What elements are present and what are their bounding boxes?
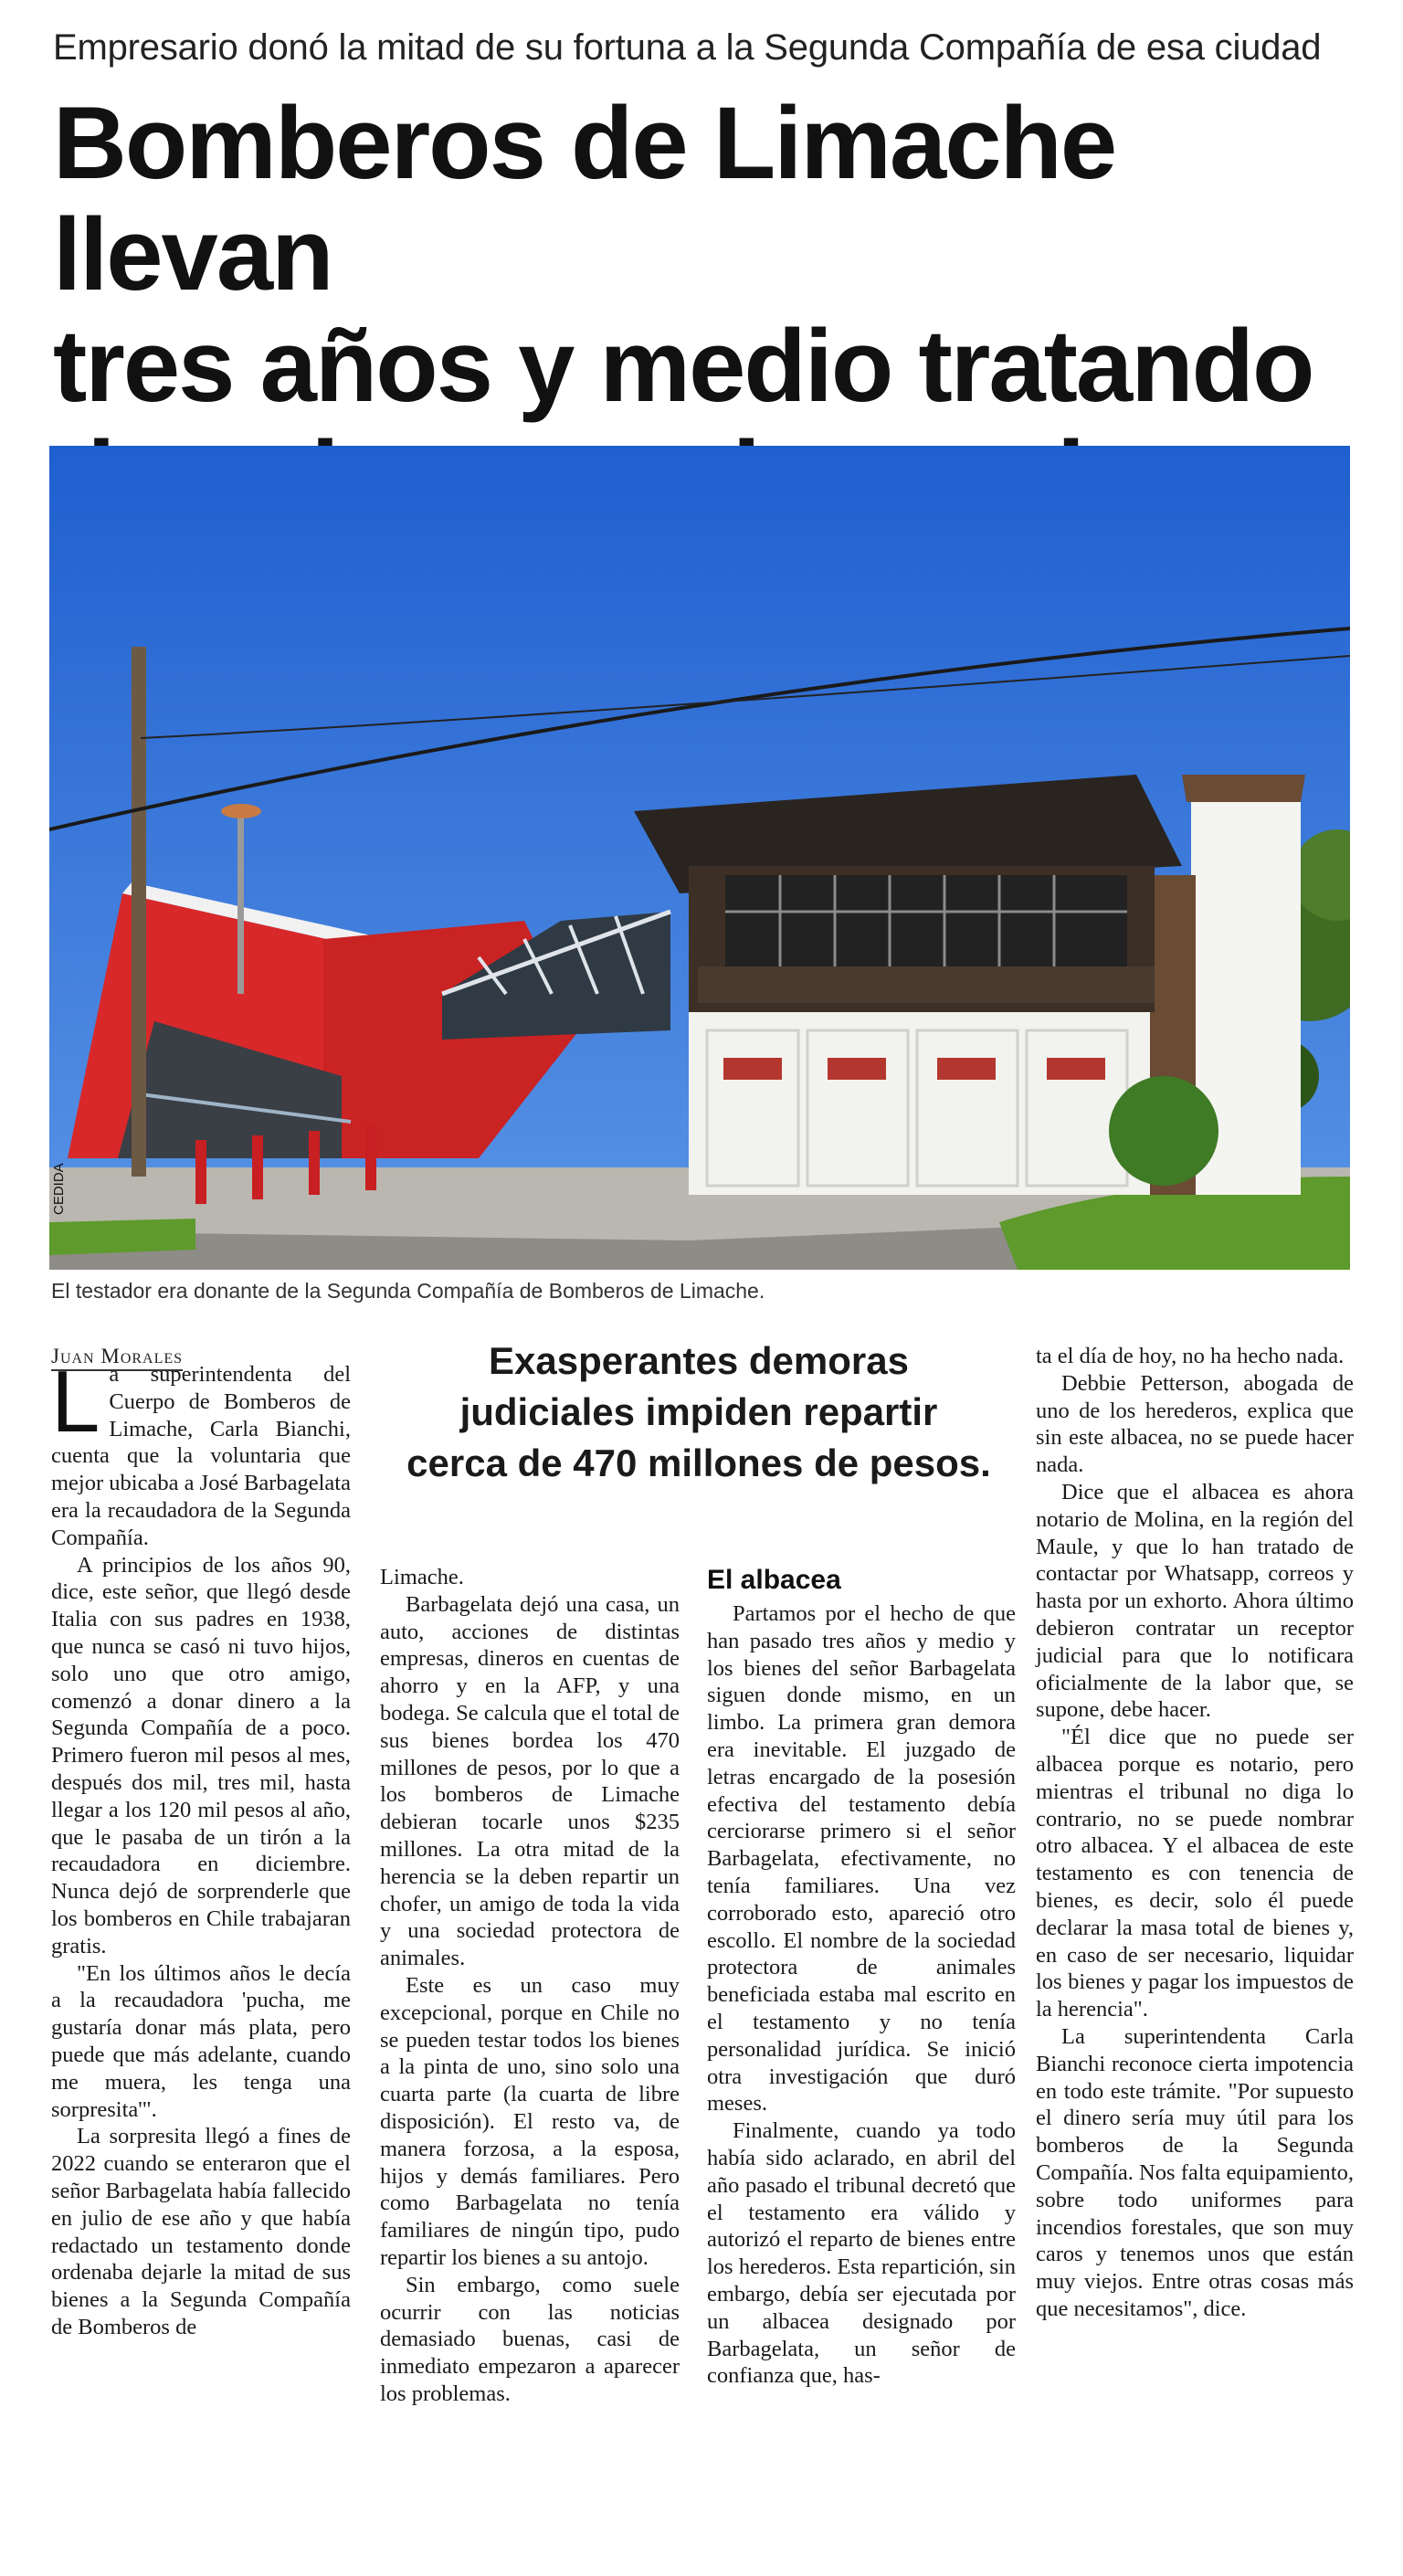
article-paragraph: ta el día de hoy, no ha hecho nada. xyxy=(1036,1344,1345,1368)
photo-caption: El testador era donante de la Segunda Compañía de Bomberos de Limache. xyxy=(51,1279,765,1303)
lamp xyxy=(221,804,261,818)
article-paragraph: A principios de los años 90, dice, este señor, que llegó desde Italia con sus padres en 1938, que nunca se casó ni tuvo hijos, solo uno que otro amigo, comenzó a donar dinero a la Segunda Compañía de a poco. Primero fueron mil pesos al mes, después dos mil, tres mil, hasta llegar a los 120 mil pesos al año, que le pasaba de un tirón a la recaudadora en diciembre. Nunca dejó de sorprenderle que los bomberos en Chile trabajaran gratis. xyxy=(51,1552,351,1958)
article-paragraph: Partamos por el hecho de que han pasado tres años y medio y los bienes del señor Barbagelata siguen donde mismo, en un limbo. La primera gran demora era inevitable. El juzgado de letras encargado de la posesión efectiva del testamento debía cerciorarse primero si el señor Barbagelata, efectivamente, no tenía familiares. Una vez corroborado esto, apareció otro escollo. El nombre de la sociedad protectora de animales beneficiada estaba mal escrito en el testamento y no tenía personalidad jurídica. Se inició otra investigación que duró meses. xyxy=(707,1601,1016,2117)
photo-illustration xyxy=(49,446,1350,1270)
deck xyxy=(384,1336,1014,1489)
byline: Juan Morales xyxy=(51,1345,183,1371)
article-paragraph: La sorpresita llegó a fines de 2022 cuando se enteraron que el señor Barbagelata había fallecido en julio de ese año y que había redactado un testamento donde ordenaba dejarle la mitad de sus bienes a la Segunda Compañía de Bomberos de xyxy=(51,2124,351,2339)
article-paragraph: Sin embargo, como suele ocurrir con las noticias demasiado buenas, casi de inmediato empezaron a aparecer los problemas. xyxy=(380,2272,680,2406)
article-paragraph: Debbie Petterson, abogada de uno de los herederos, explica que sin este albacea, no se puede hacer nada. xyxy=(1036,1370,1354,1478)
deck-line-3: cerca de 470 millones de pesos. xyxy=(406,1441,991,1484)
article-paragraph: "En los últimos años le decía a la recaudadora 'pucha, me gustaría donar más plata, pero puede que más adelante, cuando me muera, les tenga una sorpresita'". xyxy=(51,1960,351,2122)
lawn-left xyxy=(49,1219,195,1255)
photo-credit: CEDIDA xyxy=(51,1163,67,1215)
deck-line-2: judiciales impiden repartir xyxy=(459,1390,938,1433)
article-paragraph: Barbagelata dejó una casa, un auto, acciones de distintas empresas, dineros en cuentas de ahorro y en la AFP, y una bodega. Se calcula que el total de sus bienes bordea los 470 millones de pesos, por lo que a los bomberos de Limache debieran tocarle unos $235 millones. La otra mitad de la herencia se la deben repartir un chofer, un amigo de toda la vida y una sociedad protectora de animales. xyxy=(380,1591,680,1971)
article-column-3 xyxy=(707,1564,1016,2390)
headline-line-2: tres años y medio tratando xyxy=(53,309,1313,423)
article-paragraph: Finalmente, cuando ya todo había sido aclarado, en abril del año pasado el tribunal decretó que el testamento era válido y autorizó el reparto de bienes entre los herederos. Esta repartición, sin embargo, debía ser ejecutada por un albacea designado por Barbagelata, un señor de confianza que, has- xyxy=(707,2118,1016,2389)
article-column-2 xyxy=(380,1564,680,2408)
headline-line-1: Bomberos de Limache llevan xyxy=(53,86,1116,311)
window-band xyxy=(725,875,1127,966)
deck-line-1: Exasperantes demoras xyxy=(489,1339,909,1382)
drop-cap: L xyxy=(51,1353,100,1451)
article-paragraph: La superintendenta Carla Bianchi reconoce cierta impotencia en todo este trámite. "Por supuesto el dinero sería muy útil para los bomberos de la Segunda Compañía. Nos falta equipamiento, sobre todo uniformes para incendios forestales, que son muy caros y tenemos unos que están muy viejos. Entre otras cosas más que necesitamos", dice. xyxy=(1036,2023,1354,2321)
article-paragraph: Este es un caso muy excepcional, porque en Chile no se pueden testar todos los bienes a la pinta de uno, sino solo una cuarta parte (la cuarta de libre disposición). El resto va, de manera forzosa, a la esposa, hijos y demás familiares. Pero como Barbagelata no tenía familiares de ningún tipo, pudo repartir los bienes a su antojo. xyxy=(380,1972,680,2270)
balcony xyxy=(698,966,1155,1003)
utility-pole xyxy=(132,647,146,1177)
white-building xyxy=(689,1012,1182,1195)
fire-station-photo xyxy=(49,446,1350,1270)
article-paragraph: La superintendenta del Cuerpo de Bomberos de Limache, Carla Bianchi, cuenta que la voluntaria que mejor ubicaba a José Barbagelata era la recaudadora de la Segunda Compañía. xyxy=(51,1353,351,1550)
article-paragraph: "Él dice que no puede ser albacea porque es notario, pero mientras el tribunal no diga lo contrario, no se puede nombrar otro albacea. Y el albacea de este testamento es con tenencia de bienes, es decir, solo él puede declarar la masa total de bienes y, en caso de ser necesario, liquidar los bienes y pagar los impuestos de la herencia". xyxy=(1036,1725,1354,2022)
article-paragraph: Dice que el albacea es ahora notario de Molina, en la región del Maule, y que lo han tratado de contactar por Whatsapp, correos y hasta por un exhorto. Ahora último debieron contratar un receptor judicial para que lo notificara oficialmente de la labor que, se supone, debe hacer. xyxy=(1036,1479,1354,1723)
article-column-4 xyxy=(1036,1343,1354,2323)
subhead: El albacea xyxy=(707,1565,841,1595)
article-paragraph: Limache. xyxy=(380,1565,464,1589)
kicker: Empresario donó la mitad de su fortuna a la Segunda Compañía de esa ciudad xyxy=(53,27,1322,68)
shrub xyxy=(1109,1076,1218,1186)
